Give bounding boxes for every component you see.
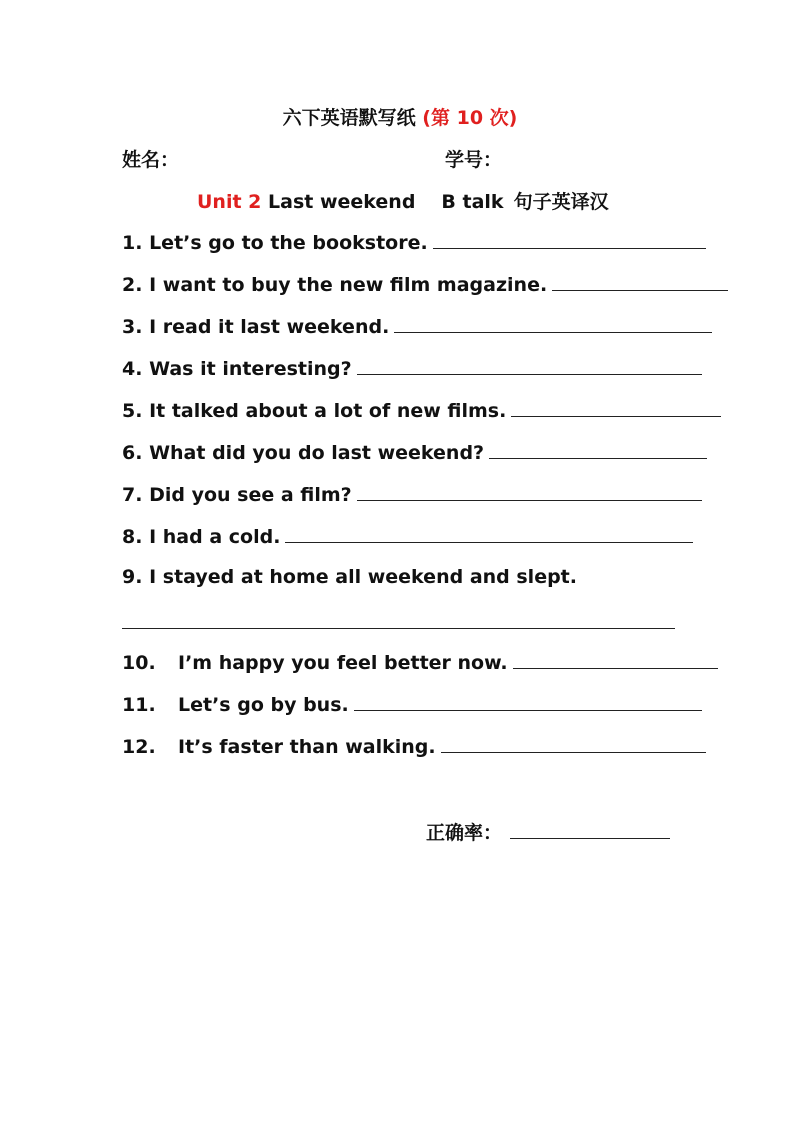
question-number: 10. [122,652,156,674]
question-number: 4. [122,358,143,380]
question-text: I had a cold. [149,526,281,548]
section-label: B talk [441,191,504,213]
question-number: 7. [122,484,143,506]
question-12 [122,734,706,758]
question-8 [122,524,693,548]
answer-blank[interactable] [285,524,693,543]
answer-blank[interactable] [489,440,707,459]
question-9 [122,566,577,588]
question-number: 3. [122,316,143,338]
task-label: 句子英译汉 [513,191,609,213]
answer-blank[interactable] [357,356,702,375]
question-text: What did you do last weekend? [149,442,485,464]
lesson-label: Last weekend [268,191,416,213]
question-text: Let’s go to the bookstore. [149,232,428,254]
question-7 [122,482,702,506]
answer-blank[interactable] [552,272,728,291]
question-4 [122,356,702,380]
answer-blank[interactable] [433,230,706,249]
title-main: 六下英语默写纸 [282,107,416,129]
answer-blank[interactable] [511,398,721,417]
question-10 [122,650,718,674]
question-text: It talked about a lot of new films. [149,400,507,422]
question-number: 12. [122,736,156,758]
accuracy-label: 正确率： [426,822,503,844]
accuracy-field [426,818,670,845]
answer-blank[interactable] [513,650,718,669]
question-text: I’m happy you feel better now. [178,652,508,674]
accuracy-blank[interactable] [510,820,670,839]
subtitle [197,187,609,214]
question-11 [122,692,702,716]
question-text: It’s faster than walking. [178,736,436,758]
question-text: Was it interesting? [149,358,352,380]
question-number: 5. [122,400,143,422]
question-text: I want to buy the new film magazine. [149,274,548,296]
question-6 [122,440,707,464]
question-2 [122,272,728,296]
page-title [0,103,800,130]
question-number: 2. [122,274,143,296]
question-number: 8. [122,526,143,548]
question-text: Did you see a film? [149,484,352,506]
question-text: I stayed at home all weekend and slept. [149,566,577,588]
question-1 [122,230,706,254]
answer-blank[interactable] [441,734,706,753]
student-id-label: 学号： [445,149,503,171]
name-label: 姓名： [122,149,180,171]
question-number: 9. [122,566,143,588]
unit-label: Unit 2 [197,191,262,213]
title-session: (第 10 次) [422,107,518,129]
question-text: I read it last weekend. [149,316,390,338]
answer-blank[interactable] [394,314,712,333]
question-number: 6. [122,442,143,464]
question-5 [122,398,721,422]
question-number: 11. [122,694,156,716]
answer-blank[interactable] [357,482,702,501]
question-text: Let’s go by bus. [178,694,349,716]
question-number: 1. [122,232,143,254]
answer-blank[interactable] [354,692,702,711]
question-3 [122,314,712,338]
answer-blank-question-9[interactable] [122,628,675,629]
